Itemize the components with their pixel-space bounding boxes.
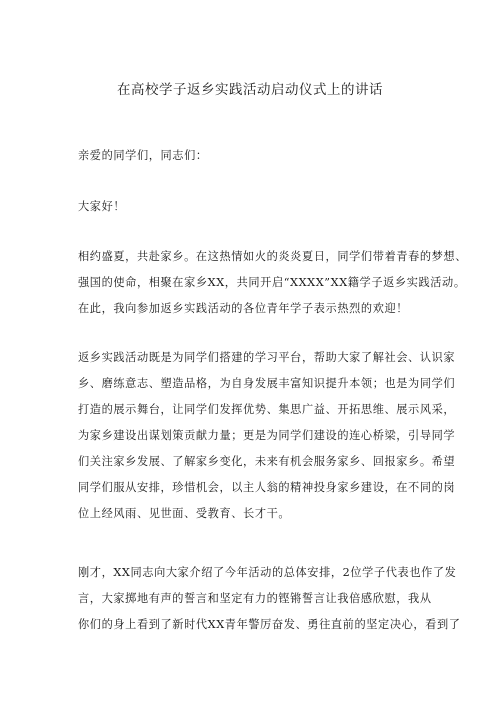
greeting	[78, 194, 426, 220]
salutation	[78, 143, 426, 169]
paragraph-line: 刚才，XX同志向大家介绍了今年活动的总体安排，2位学子代表也作了发	[78, 566, 457, 579]
paragraph-line: 强国的使命，相聚在家乡XX，共同开启“XXXX”XX籍学子返乡实践活动。	[78, 276, 466, 289]
paragraph-line: 位上经风雨、见世面、受教育、长才干。	[78, 507, 291, 520]
paragraph-reflection	[78, 560, 461, 638]
paragraph-line: 你们的身上看到了新时代XX青年警厉奋发、勇往直前的坚定决心，看到了	[78, 618, 461, 631]
paragraph-purpose	[78, 345, 456, 527]
paragraph-opening	[78, 244, 467, 322]
paragraph-line: 乡、磨练意志、塑造品格，为自身发展丰富知识提升本领；也是为同学们	[78, 377, 456, 390]
paragraph-line: 在此，我向参加返乡实践活动的各位青年学子表示热烈的欢迎！	[78, 302, 409, 315]
paragraph-line: 同学们服从安排，珍惜机会，以主人翁的精神投身家乡建设，在不同的岗	[78, 481, 456, 494]
paragraph-line: 言，大家掷地有声的誓言和坚定有力的铿锵誓言让我倍感欣慰，我从	[78, 592, 432, 605]
paragraph-line: 们关注家乡发展、了解家乡变化，未来有机会服务家乡、回报家乡。希望	[78, 455, 456, 468]
paragraph-line: 相约盛夏，共赴家乡。在这热情如火的炎炎夏日，同学们带着青春的梦想、	[78, 250, 467, 263]
paragraph-line: 返乡实践活动既是为同学们搭建的学习平台，帮助大家了解社会、认识家	[78, 351, 456, 364]
salutation-text: 亲爱的同学们，同志们：	[78, 149, 208, 162]
greeting-text: 大家好！	[78, 200, 126, 213]
paragraph-line: 打造的展示舞台，让同学们发挥优势、集思广益、开拓思维、展示风采，	[78, 403, 456, 416]
speech-title: 在高校学子返乡实践活动启动仪式上的讲话	[117, 82, 383, 98]
paragraph-line: 为家乡建设出谋划策贡献力量；更是为同学们建设的连心桥梁，引导同学	[78, 429, 456, 442]
